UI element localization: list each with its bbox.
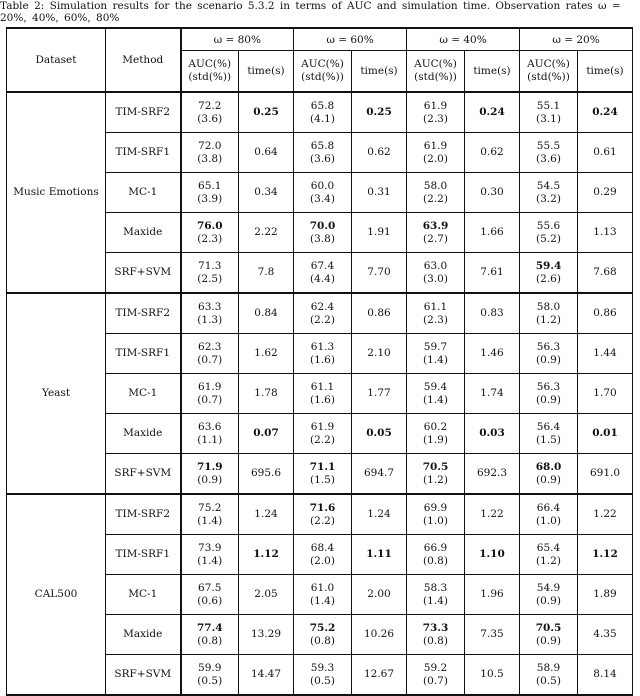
auc-value: 62.3 — [198, 340, 222, 353]
time-value: 0.07 — [239, 414, 294, 454]
auc-value: 77.4 — [196, 621, 223, 634]
auc-cell — [294, 293, 352, 334]
time-value: 1.12 — [239, 535, 294, 575]
auc-value: 70.5 — [535, 621, 562, 634]
auc-cell — [520, 334, 578, 374]
auc-cell — [181, 615, 239, 655]
header-auc-label: AUC(%) — [301, 58, 344, 70]
time-value: 2.00 — [352, 575, 407, 615]
auc-value: 59.7 — [423, 340, 448, 353]
time-value: 0.25 — [239, 92, 294, 133]
auc-cell — [181, 213, 239, 253]
std-value: (0.7) — [197, 353, 223, 366]
auc-value: 72.0 — [198, 139, 222, 152]
auc-cell — [294, 454, 352, 495]
header-method: Method — [106, 28, 181, 92]
std-value: (1.2) — [536, 313, 561, 326]
method-name: TIM-SRF2 — [106, 494, 181, 535]
auc-cell — [407, 253, 465, 294]
header-std-label: (std(%)) — [301, 71, 344, 83]
std-value: (3.8) — [310, 232, 335, 245]
header-std-label: (std(%)) — [414, 71, 457, 83]
auc-value: 54.5 — [536, 179, 561, 192]
method-name: TIM-SRF2 — [106, 293, 181, 334]
time-value: 1.12 — [578, 535, 633, 575]
auc-value: 63.6 — [198, 420, 222, 433]
header-std-label: (std(%)) — [527, 71, 570, 83]
auc-value: 58.9 — [536, 661, 561, 674]
auc-cell — [407, 655, 465, 696]
auc-value: 62.4 — [310, 300, 335, 313]
auc-cell — [294, 334, 352, 374]
auc-value: 59.2 — [423, 661, 448, 674]
method-name: Maxide — [106, 414, 181, 454]
auc-value: 67.5 — [198, 581, 222, 594]
auc-cell — [294, 575, 352, 615]
auc-value: 75.2 — [309, 621, 336, 634]
auc-cell — [407, 494, 465, 535]
header-auc-label: AUC(%) — [188, 58, 232, 70]
auc-cell — [181, 293, 239, 334]
std-value: (3.6) — [536, 152, 561, 165]
auc-cell — [181, 535, 239, 575]
method-name: MC-1 — [106, 575, 181, 615]
std-value: (2.3) — [197, 232, 223, 245]
time-value: 0.83 — [465, 293, 520, 334]
method-name: Maxide — [106, 213, 181, 253]
auc-cell — [520, 92, 578, 133]
time-value: 4.35 — [578, 615, 633, 655]
auc-cell — [407, 414, 465, 454]
auc-value: 59.3 — [310, 661, 335, 674]
std-value: (1.4) — [423, 594, 448, 607]
auc-cell — [520, 414, 578, 454]
time-value: 1.91 — [352, 213, 407, 253]
method-name: TIM-SRF1 — [106, 133, 181, 173]
auc-cell — [520, 454, 578, 495]
std-value: (5.2) — [536, 232, 561, 245]
time-value: 1.66 — [465, 213, 520, 253]
time-value: 0.84 — [239, 293, 294, 334]
std-value: (1.3) — [197, 313, 223, 326]
std-value: (1.5) — [536, 433, 561, 446]
std-value: (0.9) — [536, 353, 561, 366]
auc-value: 61.9 — [423, 139, 448, 152]
auc-value: 61.3 — [310, 340, 335, 353]
auc-cell — [407, 293, 465, 334]
auc-cell — [181, 133, 239, 173]
time-value: 13.29 — [239, 615, 294, 655]
method-name: TIM-SRF2 — [106, 92, 181, 133]
std-value: (2.2) — [423, 192, 448, 205]
std-value: (1.6) — [310, 353, 335, 366]
auc-value: 56.4 — [536, 420, 561, 433]
auc-cell — [520, 575, 578, 615]
auc-cell — [294, 173, 352, 213]
auc-cell — [407, 92, 465, 133]
time-value: 1.62 — [239, 334, 294, 374]
auc-value: 63.9 — [422, 219, 449, 232]
std-value: (1.1) — [197, 433, 223, 446]
time-value: 1.89 — [578, 575, 633, 615]
auc-value: 58.0 — [536, 300, 561, 313]
auc-cell — [407, 575, 465, 615]
dataset-name: Yeast — [7, 293, 106, 494]
header-std-label: (std(%)) — [188, 71, 232, 83]
time-value: 0.62 — [352, 133, 407, 173]
auc-value: 59.9 — [198, 661, 222, 674]
method-name: TIM-SRF1 — [106, 334, 181, 374]
time-value: 1.44 — [578, 334, 633, 374]
auc-value: 65.1 — [198, 179, 222, 192]
auc-value: 54.9 — [536, 581, 561, 594]
auc-value: 71.6 — [309, 501, 336, 514]
time-value: 0.86 — [352, 293, 407, 334]
header-auc-label: AUC(%) — [414, 58, 457, 70]
auc-value: 61.9 — [423, 99, 448, 112]
auc-cell — [181, 575, 239, 615]
time-value: 14.47 — [239, 655, 294, 696]
auc-cell — [520, 655, 578, 696]
auc-cell — [294, 374, 352, 414]
std-value: (3.8) — [197, 152, 223, 165]
auc-value: 60.0 — [310, 179, 335, 192]
auc-value: 71.9 — [196, 460, 223, 473]
std-value: (0.8) — [310, 634, 335, 647]
auc-cell — [520, 615, 578, 655]
auc-cell — [407, 133, 465, 173]
time-value: 7.61 — [465, 253, 520, 294]
time-value: 0.64 — [239, 133, 294, 173]
time-value: 7.70 — [352, 253, 407, 294]
std-value: (2.7) — [423, 232, 448, 245]
header-time: time(s) — [352, 51, 407, 93]
method-name: MC-1 — [106, 173, 181, 213]
time-value: 0.86 — [578, 293, 633, 334]
header-dataset: Dataset — [7, 28, 106, 92]
time-value: 1.22 — [465, 494, 520, 535]
std-value: (3.0) — [423, 272, 448, 285]
time-value: 12.67 — [352, 655, 407, 696]
std-value: (1.4) — [310, 594, 335, 607]
auc-cell — [294, 133, 352, 173]
time-value: 0.03 — [465, 414, 520, 454]
time-value: 1.24 — [352, 494, 407, 535]
time-value: 0.30 — [465, 173, 520, 213]
std-value: (1.2) — [536, 554, 561, 567]
method-name: SRF+SVM — [106, 253, 181, 294]
table-row — [7, 92, 633, 133]
std-value: (2.3) — [423, 313, 448, 326]
time-value: 10.26 — [352, 615, 407, 655]
auc-cell — [407, 173, 465, 213]
auc-value: 55.5 — [536, 139, 561, 152]
method-name: SRF+SVM — [106, 454, 181, 495]
auc-value: 70.5 — [422, 460, 449, 473]
std-value: (0.8) — [197, 634, 223, 647]
auc-value: 68.4 — [310, 541, 335, 554]
auc-value: 65.4 — [536, 541, 561, 554]
time-value: 7.8 — [239, 253, 294, 294]
auc-cell — [520, 173, 578, 213]
auc-cell — [407, 454, 465, 495]
auc-value: 61.9 — [310, 420, 335, 433]
std-value: (0.8) — [423, 554, 448, 567]
std-value: (0.8) — [423, 634, 448, 647]
auc-value: 61.9 — [198, 380, 222, 393]
auc-value: 71.3 — [198, 259, 222, 272]
time-value: 1.10 — [465, 535, 520, 575]
auc-value: 66.4 — [536, 501, 561, 514]
time-value: 1.74 — [465, 374, 520, 414]
time-value: 0.25 — [352, 92, 407, 133]
time-value: 8.14 — [578, 655, 633, 696]
std-value: (1.9) — [423, 433, 448, 446]
time-value: 1.24 — [239, 494, 294, 535]
std-value: (2.6) — [536, 272, 561, 285]
auc-cell — [181, 173, 239, 213]
time-value: 2.10 — [352, 334, 407, 374]
std-value: (0.9) — [536, 634, 561, 647]
time-value: 0.24 — [578, 92, 633, 133]
std-value: (1.4) — [423, 353, 448, 366]
method-name: SRF+SVM — [106, 655, 181, 696]
time-value: 0.31 — [352, 173, 407, 213]
std-value: (2.2) — [310, 433, 335, 446]
std-value: (2.0) — [423, 152, 448, 165]
time-value: 691.0 — [578, 454, 633, 495]
std-value: (0.9) — [197, 473, 223, 486]
header-time: time(s) — [578, 51, 633, 93]
header-omega-60: ω = 60% — [294, 28, 407, 51]
std-value: (1.4) — [197, 554, 223, 567]
auc-cell — [181, 334, 239, 374]
auc-cell — [407, 334, 465, 374]
auc-cell — [181, 253, 239, 294]
header-auc — [407, 51, 465, 93]
auc-cell — [294, 253, 352, 294]
auc-cell — [181, 494, 239, 535]
auc-value: 56.3 — [536, 340, 561, 353]
auc-cell — [181, 92, 239, 133]
std-value: (1.6) — [310, 393, 335, 406]
std-value: (0.9) — [536, 393, 561, 406]
auc-cell — [520, 253, 578, 294]
time-value: 694.7 — [352, 454, 407, 495]
auc-value: 67.4 — [310, 259, 335, 272]
time-value: 1.22 — [578, 494, 633, 535]
dataset-name: Music Emotions — [7, 92, 106, 293]
std-value: (3.6) — [310, 152, 335, 165]
auc-cell — [407, 615, 465, 655]
auc-value: 59.4 — [535, 259, 562, 272]
time-value: 1.46 — [465, 334, 520, 374]
time-value: 695.6 — [239, 454, 294, 495]
std-value: (0.9) — [536, 473, 561, 486]
std-value: (1.0) — [423, 514, 448, 527]
method-name: MC-1 — [106, 374, 181, 414]
table-row — [7, 494, 633, 535]
std-value: (0.7) — [423, 674, 448, 687]
time-value: 1.78 — [239, 374, 294, 414]
auc-value: 73.3 — [422, 621, 449, 634]
std-value: (2.5) — [197, 272, 223, 285]
auc-cell — [181, 374, 239, 414]
std-value: (3.9) — [197, 192, 223, 205]
auc-value: 55.6 — [536, 219, 561, 232]
auc-cell — [407, 213, 465, 253]
header-omega-20: ω = 20% — [520, 28, 633, 51]
time-value: 0.62 — [465, 133, 520, 173]
auc-value: 70.0 — [309, 219, 336, 232]
std-value: (0.5) — [197, 674, 223, 687]
std-value: (2.2) — [310, 313, 335, 326]
std-value: (0.5) — [310, 674, 335, 687]
auc-value: 69.9 — [423, 501, 448, 514]
dataset-name: CAL500 — [7, 494, 106, 695]
table-row — [7, 293, 633, 334]
time-value: 0.34 — [239, 173, 294, 213]
std-value: (1.5) — [310, 473, 335, 486]
std-value: (3.1) — [536, 112, 561, 125]
std-value: (0.5) — [536, 674, 561, 687]
auc-cell — [181, 655, 239, 696]
auc-cell — [520, 293, 578, 334]
time-value: 1.13 — [578, 213, 633, 253]
header-omega-40: ω = 40% — [407, 28, 520, 51]
std-value: (1.2) — [423, 473, 448, 486]
auc-cell — [520, 374, 578, 414]
time-value: 0.01 — [578, 414, 633, 454]
auc-value: 63.3 — [198, 300, 222, 313]
auc-value: 66.9 — [423, 541, 448, 554]
std-value: (2.0) — [310, 554, 335, 567]
auc-cell — [294, 92, 352, 133]
auc-cell — [520, 494, 578, 535]
header-omega-80: ω = 80% — [181, 28, 294, 51]
time-value: 2.05 — [239, 575, 294, 615]
method-name: Maxide — [106, 615, 181, 655]
auc-value: 61.1 — [423, 300, 448, 313]
auc-value: 61.1 — [310, 380, 335, 393]
auc-value: 58.0 — [423, 179, 448, 192]
auc-value: 68.0 — [535, 460, 562, 473]
auc-cell — [407, 535, 465, 575]
std-value: (0.9) — [536, 594, 561, 607]
auc-value: 60.2 — [423, 420, 448, 433]
time-value: 1.11 — [352, 535, 407, 575]
auc-cell — [520, 535, 578, 575]
auc-value: 72.2 — [198, 99, 222, 112]
auc-cell — [407, 374, 465, 414]
auc-cell — [181, 454, 239, 495]
auc-cell — [294, 494, 352, 535]
auc-value: 61.0 — [310, 581, 335, 594]
auc-cell — [520, 133, 578, 173]
time-value: 10.5 — [465, 655, 520, 696]
auc-cell — [294, 655, 352, 696]
time-value: 0.61 — [578, 133, 633, 173]
std-value: (4.4) — [310, 272, 335, 285]
auc-cell — [294, 414, 352, 454]
time-value: 7.68 — [578, 253, 633, 294]
auc-cell — [294, 615, 352, 655]
std-value: (0.7) — [197, 393, 223, 406]
time-value: 2.22 — [239, 213, 294, 253]
table-caption: Table 2: Simulation results for the scenario 5.3.2 in terms of AUC and simulation time. Observation rates ω = 20%, 40%, 60%, 80% — [0, 0, 621, 24]
auc-value: 65.8 — [310, 99, 335, 112]
std-value: (2.2) — [310, 514, 335, 527]
header-auc — [294, 51, 352, 93]
auc-cell — [294, 213, 352, 253]
time-value: 692.3 — [465, 454, 520, 495]
std-value: (3.6) — [197, 112, 223, 125]
std-value: (1.4) — [197, 514, 223, 527]
auc-value: 55.1 — [536, 99, 561, 112]
header-time: time(s) — [465, 51, 520, 93]
results-table — [6, 27, 633, 696]
header-time: time(s) — [239, 51, 294, 93]
auc-cell — [520, 213, 578, 253]
std-value: (3.2) — [536, 192, 561, 205]
std-value: (0.6) — [197, 594, 223, 607]
auc-value: 71.1 — [309, 460, 336, 473]
auc-value: 76.0 — [196, 219, 223, 232]
auc-value: 65.8 — [310, 139, 335, 152]
time-value: 0.24 — [465, 92, 520, 133]
auc-cell — [294, 535, 352, 575]
method-name: TIM-SRF1 — [106, 535, 181, 575]
std-value: (1.4) — [423, 393, 448, 406]
time-value: 1.70 — [578, 374, 633, 414]
auc-value: 63.0 — [423, 259, 448, 272]
time-value: 0.29 — [578, 173, 633, 213]
time-value: 1.77 — [352, 374, 407, 414]
time-value: 7.35 — [465, 615, 520, 655]
std-value: (2.3) — [423, 112, 448, 125]
std-value: (1.0) — [536, 514, 561, 527]
auc-value: 56.3 — [536, 380, 561, 393]
auc-cell — [181, 414, 239, 454]
time-value: 1.96 — [465, 575, 520, 615]
header-auc — [520, 51, 578, 93]
time-value: 0.05 — [352, 414, 407, 454]
std-value: (4.1) — [310, 112, 335, 125]
auc-value: 73.9 — [198, 541, 222, 554]
auc-value: 58.3 — [423, 581, 448, 594]
auc-value: 75.2 — [198, 501, 222, 514]
header-auc-label: AUC(%) — [527, 58, 570, 70]
auc-value: 59.4 — [423, 380, 448, 393]
std-value: (3.4) — [310, 192, 335, 205]
header-auc — [181, 51, 239, 93]
